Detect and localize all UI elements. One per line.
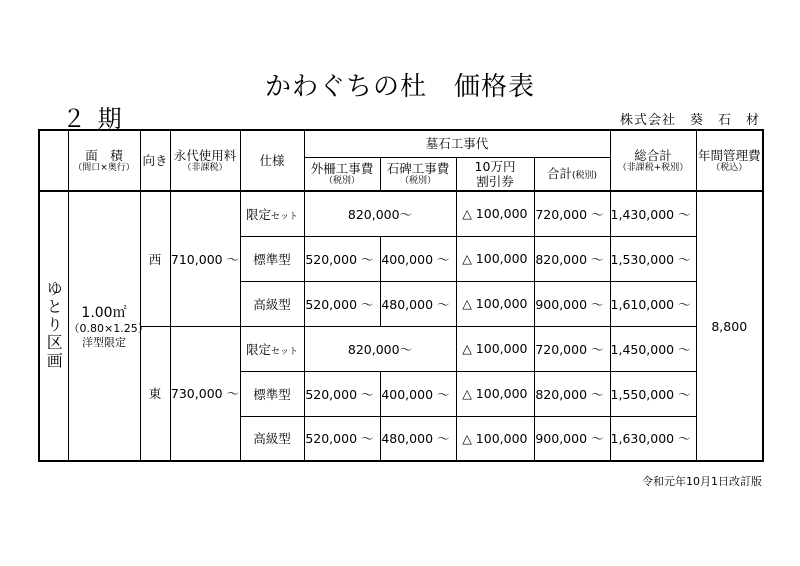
- header-stone: 石碑工事費 （税別）: [380, 157, 456, 191]
- combined-price: 820,000～: [304, 326, 456, 371]
- header-fence: 外柵工事費 （税別）: [304, 157, 380, 191]
- header-area: 面 積 （間口×奥行）: [68, 130, 140, 191]
- subtotal-cell: 900,000 ～: [534, 416, 610, 461]
- eitai-east: 730,000 ～: [170, 326, 240, 461]
- stone-cell: 400,000 ～: [380, 371, 456, 416]
- total-cell: 1,550,000 ～: [610, 371, 696, 416]
- direction-west: 西: [140, 191, 170, 326]
- management-fee: 8,800: [696, 191, 763, 461]
- header-direction: 向き: [140, 130, 170, 191]
- area-cell: 1.00㎡ （0.80×1.25） 洋型限定: [68, 191, 140, 461]
- header-eitai: 永代使用料 （非課税）: [170, 130, 240, 191]
- header-boseki: 墓石工事代: [304, 130, 610, 157]
- total-cell: 1,610,000 ～: [610, 281, 696, 326]
- subtotal-cell: 900,000 ～: [534, 281, 610, 326]
- spec-cell: 標準型: [240, 236, 304, 281]
- spec-cell: 限定セット: [240, 326, 304, 371]
- coupon-cell: △ 100,000: [456, 371, 534, 416]
- eitai-west: 710,000 ～: [170, 191, 240, 326]
- page-title: かわぐちの杜 価格表: [264, 72, 535, 102]
- company-name: 株式会社 葵 石 材: [619, 113, 760, 128]
- zone-label: ゆとり区画: [39, 191, 68, 461]
- spec-cell: 限定セット: [240, 191, 304, 236]
- phase-label: ２ 期: [62, 105, 124, 133]
- stone-cell: 400,000 ～: [380, 236, 456, 281]
- coupon-cell: △ 100,000: [456, 326, 534, 371]
- header-subtotal: 合計(税別): [534, 157, 610, 191]
- header-blank: [39, 130, 68, 191]
- header-spec: 仕様: [240, 130, 304, 191]
- direction-east: 東: [140, 326, 170, 461]
- combined-price: 820,000～: [304, 191, 456, 236]
- total-cell: 1,630,000 ～: [610, 416, 696, 461]
- subtotal-cell: 720,000 ～: [534, 326, 610, 371]
- fence-cell: 520,000 ～: [304, 281, 380, 326]
- spec-cell: 高級型: [240, 281, 304, 326]
- stone-cell: 480,000 ～: [380, 281, 456, 326]
- spec-cell: 標準型: [240, 371, 304, 416]
- price-table: [38, 129, 764, 462]
- subtotal-cell: 820,000 ～: [534, 236, 610, 281]
- subtotal-cell: 820,000 ～: [534, 371, 610, 416]
- header-mgmt: 年間管理費 （税込）: [696, 130, 763, 191]
- revision-note: 令和元年10月1日改訂版: [642, 475, 762, 488]
- subtotal-cell: 720,000 ～: [534, 191, 610, 236]
- total-cell: 1,530,000 ～: [610, 236, 696, 281]
- coupon-cell: △ 100,000: [456, 416, 534, 461]
- spec-cell: 高級型: [240, 416, 304, 461]
- header-coupon: 10万円 割引券: [456, 157, 534, 191]
- stone-cell: 480,000 ～: [380, 416, 456, 461]
- header-total: 総合計 （非課税+税別）: [610, 130, 696, 191]
- total-cell: 1,450,000 ～: [610, 326, 696, 371]
- coupon-cell: △ 100,000: [456, 236, 534, 281]
- fence-cell: 520,000 ～: [304, 236, 380, 281]
- coupon-cell: △ 100,000: [456, 191, 534, 236]
- fence-cell: 520,000 ～: [304, 416, 380, 461]
- total-cell: 1,430,000 ～: [610, 191, 696, 236]
- fence-cell: 520,000 ～: [304, 371, 380, 416]
- coupon-cell: △ 100,000: [456, 281, 534, 326]
